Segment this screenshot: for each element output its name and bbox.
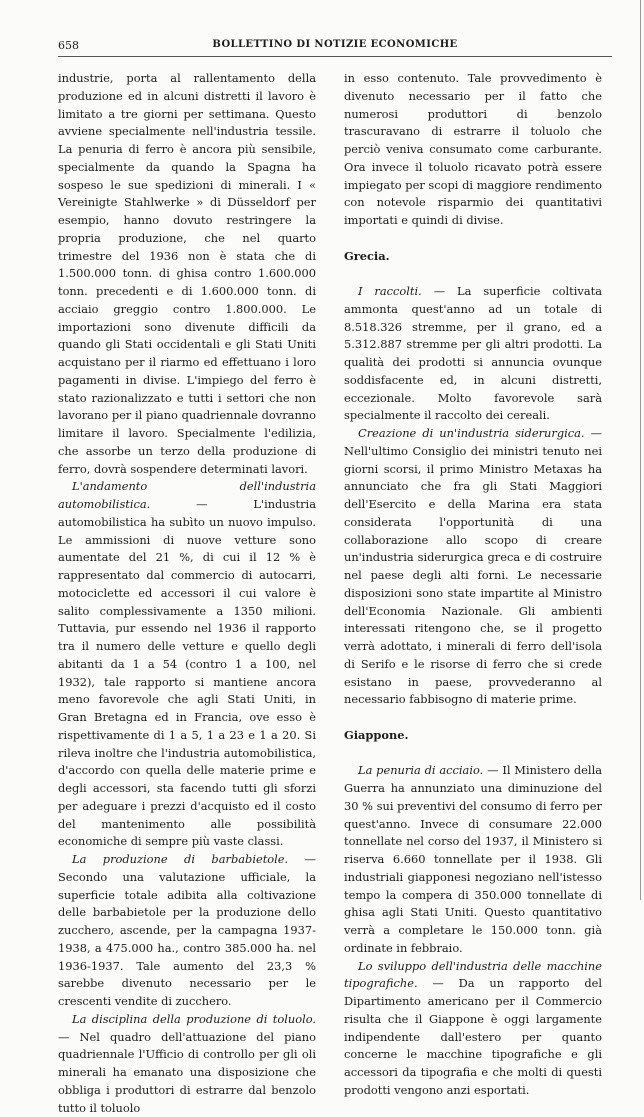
section-title-auto: L'andamento dell'industria automobilistica.	[58, 479, 316, 511]
section-title-steel-shortage: La penuria di acciaio.	[358, 763, 484, 778]
country-heading-japan: Giappone.	[344, 727, 409, 742]
page-edge-line	[640, 0, 641, 900]
paragraph-steel-shortage	[344, 762, 602, 957]
paragraph-toluol-cont: in esso contenuto. Tale provvedimento è divenuto necessario per il fatto che numerosi produttori di benzolo trascuravano di estrarre il toluolo che perciò veniva consumato come carburante. Ora invece il toluolo ricavato potrà essere impiegato per scopi di maggiore rendimento con notevole risparmio dei quantitativi importati e quindi di divise.	[344, 71, 602, 227]
paragraph-harvests	[344, 283, 602, 425]
section-title-toluol: La disciplina della produzione di toluolo.	[72, 1011, 316, 1026]
body-printing: — Da un rapporto del Dipartimento americano per il Commercio risulta che il Giappone è oggi largamente indipendente dall'estero per quanto concerne le macchine tipografiche e gli accessori da tipografia e che molti di questi prodotti vengono anzi esportati.	[344, 976, 602, 1097]
body-auto: — L'industria automobilistica ha subìto un nuovo impulso. Le ammissioni di nuove vetture sono aumentate del 21 %, di cui il 12 % è rappresentato dal commercio di autocarri, motociclette ed accessori il cui valore è salito complessivamente a 1350 milioni. Tuttavia, pur essendo nel 1936 il rapporto tra il numero delle vetture e quello degli abitanti da 1 a 54 (contro 1 a 100, nel 1932), tale rapporto si mantiene ancora meno favorevole che agli Stati Uniti, in Gran Bretagna ed in Francia, ove esso è rispettivamente di 1 a 5, 1 a 23 e 1 a 20. Si rileva inoltre che l'industria automobilistica, d'accordo con quella delle materie prime e degli accessori, sta facendo tutti gli sforzi per adeguare i prezzi d'acquisto ed il costo del mantenimento alle possibilità economiche di sempre più vaste classi.	[58, 497, 316, 849]
body-steel-industry: — Nell'ultimo Consiglio dei ministri tenuto nei giorni scorsi, il primo Ministro Metaxas ha annunciato che fra gli Stati Maggiori dell'Esercito e della Marina era stata considerata l'opportunità di una collaborazione allo scopo di creare un'industria siderurgica greca e di costruire nel paese degli alti forni. Le necessarie disposizioni sono state impartite al Ministro dell'Economia Nazionale. Gli ambienti interessati ritengono che, se il progetto verrà adottato, i minerali di ferro dell'isola di Serifo e le risorse di ferro che si crede esistano in paese, provvederanno al necessario fabbisogno di materie prime.	[344, 426, 602, 707]
page-number: 658	[58, 39, 79, 52]
country-heading-greece: Grecia.	[344, 248, 390, 263]
paragraph-steel-industry	[344, 425, 602, 709]
section-title-beet: La produzione di barbabietole.	[72, 852, 289, 866]
section-title-steel-industry: Creazione di un'industria siderurgica.	[358, 426, 585, 440]
running-header	[58, 33, 612, 55]
body-beet: — Secondo una valutazione ufficiale, la superficie totale adibita alla coltivazione delle barbabietole per la produzione dello zucchero, ascende, per la campagna 1937-1938, a 475.000 ha., contro 385.000 ha. nel 1936-1937. Tale aumento del 23,3 % sarebbe divenuto necessario per le crescenti vendite di zucchero.	[58, 852, 316, 1008]
section-title-printing: Lo sviluppo dell'industria delle macchine tipografiche.	[344, 958, 602, 991]
right-column	[344, 70, 602, 1100]
left-column	[58, 70, 316, 1117]
body-harvests: — La superficie coltivata ammonta quest'anno ad un totale di 8.518.326 stremme, per il grano, ed a 5.312.887 stremme per gli altri prodotti. La qualità dei prodotti si annuncia ovunque soddisfacente ed, in alcuni distretti, eccezionale. Molto favorevole sarà specialmente il raccolto dei cereali.	[344, 284, 602, 423]
journal-title: BOLLETTINO DI NOTIZIE ECONOMICHE	[212, 39, 458, 50]
paragraph-continued: industrie, porta al rallentamento della produzione ed in alcuni distretti il lavoro è limitato a tre giorni per settimana. Questo avviene specialmente nell'industria tessile. La penuria di ferro è ancora più sensibile, specialmente da quando la Spagna ha sospeso le sue spedizioni di minerali. I « Vereinigte Stahlwerke » di Düsseldorf per esempio, hanno dovuto restringere la propria produzione, che nel quarto trimestre del 1936 non è stata che di 1.500.000 tonn. di ghisa contro 1.600.000 tonn. precedenti e di 1.600.000 tonn. di acciaio greggio contro 1.800.000. Le importazioni sono divenute difficili da quando gli Stati occidentali e gli Stati Uniti acquistano per il riarmo ed effettuano i loro pagamenti in divise. L'impiego del ferro è stato razionalizzato e tutti i settori che non lavorano per il piano quadriennale dovranno limitare il lavoro. Specialmente l'edilizia, che assorbe un terzo della produzione di ferro, dovrà sospendere determinati lavori.	[58, 71, 316, 476]
paragraph-auto-industry	[58, 478, 316, 851]
paragraph-printing-machines	[344, 958, 602, 1100]
paragraph-toluol	[58, 1011, 316, 1117]
header-rule	[58, 56, 612, 57]
section-title-harvests: I raccolti.	[358, 284, 422, 298]
paragraph-beet	[58, 851, 316, 1011]
body-toluol: — Nel quadro dell'attuazione del piano quadriennale l'Ufficio di controllo per gli oli minerali ha emanato una disposizione che obbliga i produttori di estrarre dal benzolo tutto il toluolo	[58, 1029, 316, 1115]
body-steel-shortage: — Il Ministero della Guerra ha annunziato una diminuzione del 30 % sui preventivi del consumo di ferro per quest'anno. Invece di consumare 22.000 tonnellate nel corso del 1937, il Ministero si riserva 6.660 tonnellate per il 1938. Gli industriali giapponesi negoziano nell'istesso tempo la compera di 350.000 tonnellate di ghisa agli Stati Uniti. Questo quantitativo verrà a completare le 150.000 tonn. già ordinate in febbraio.	[344, 763, 602, 955]
